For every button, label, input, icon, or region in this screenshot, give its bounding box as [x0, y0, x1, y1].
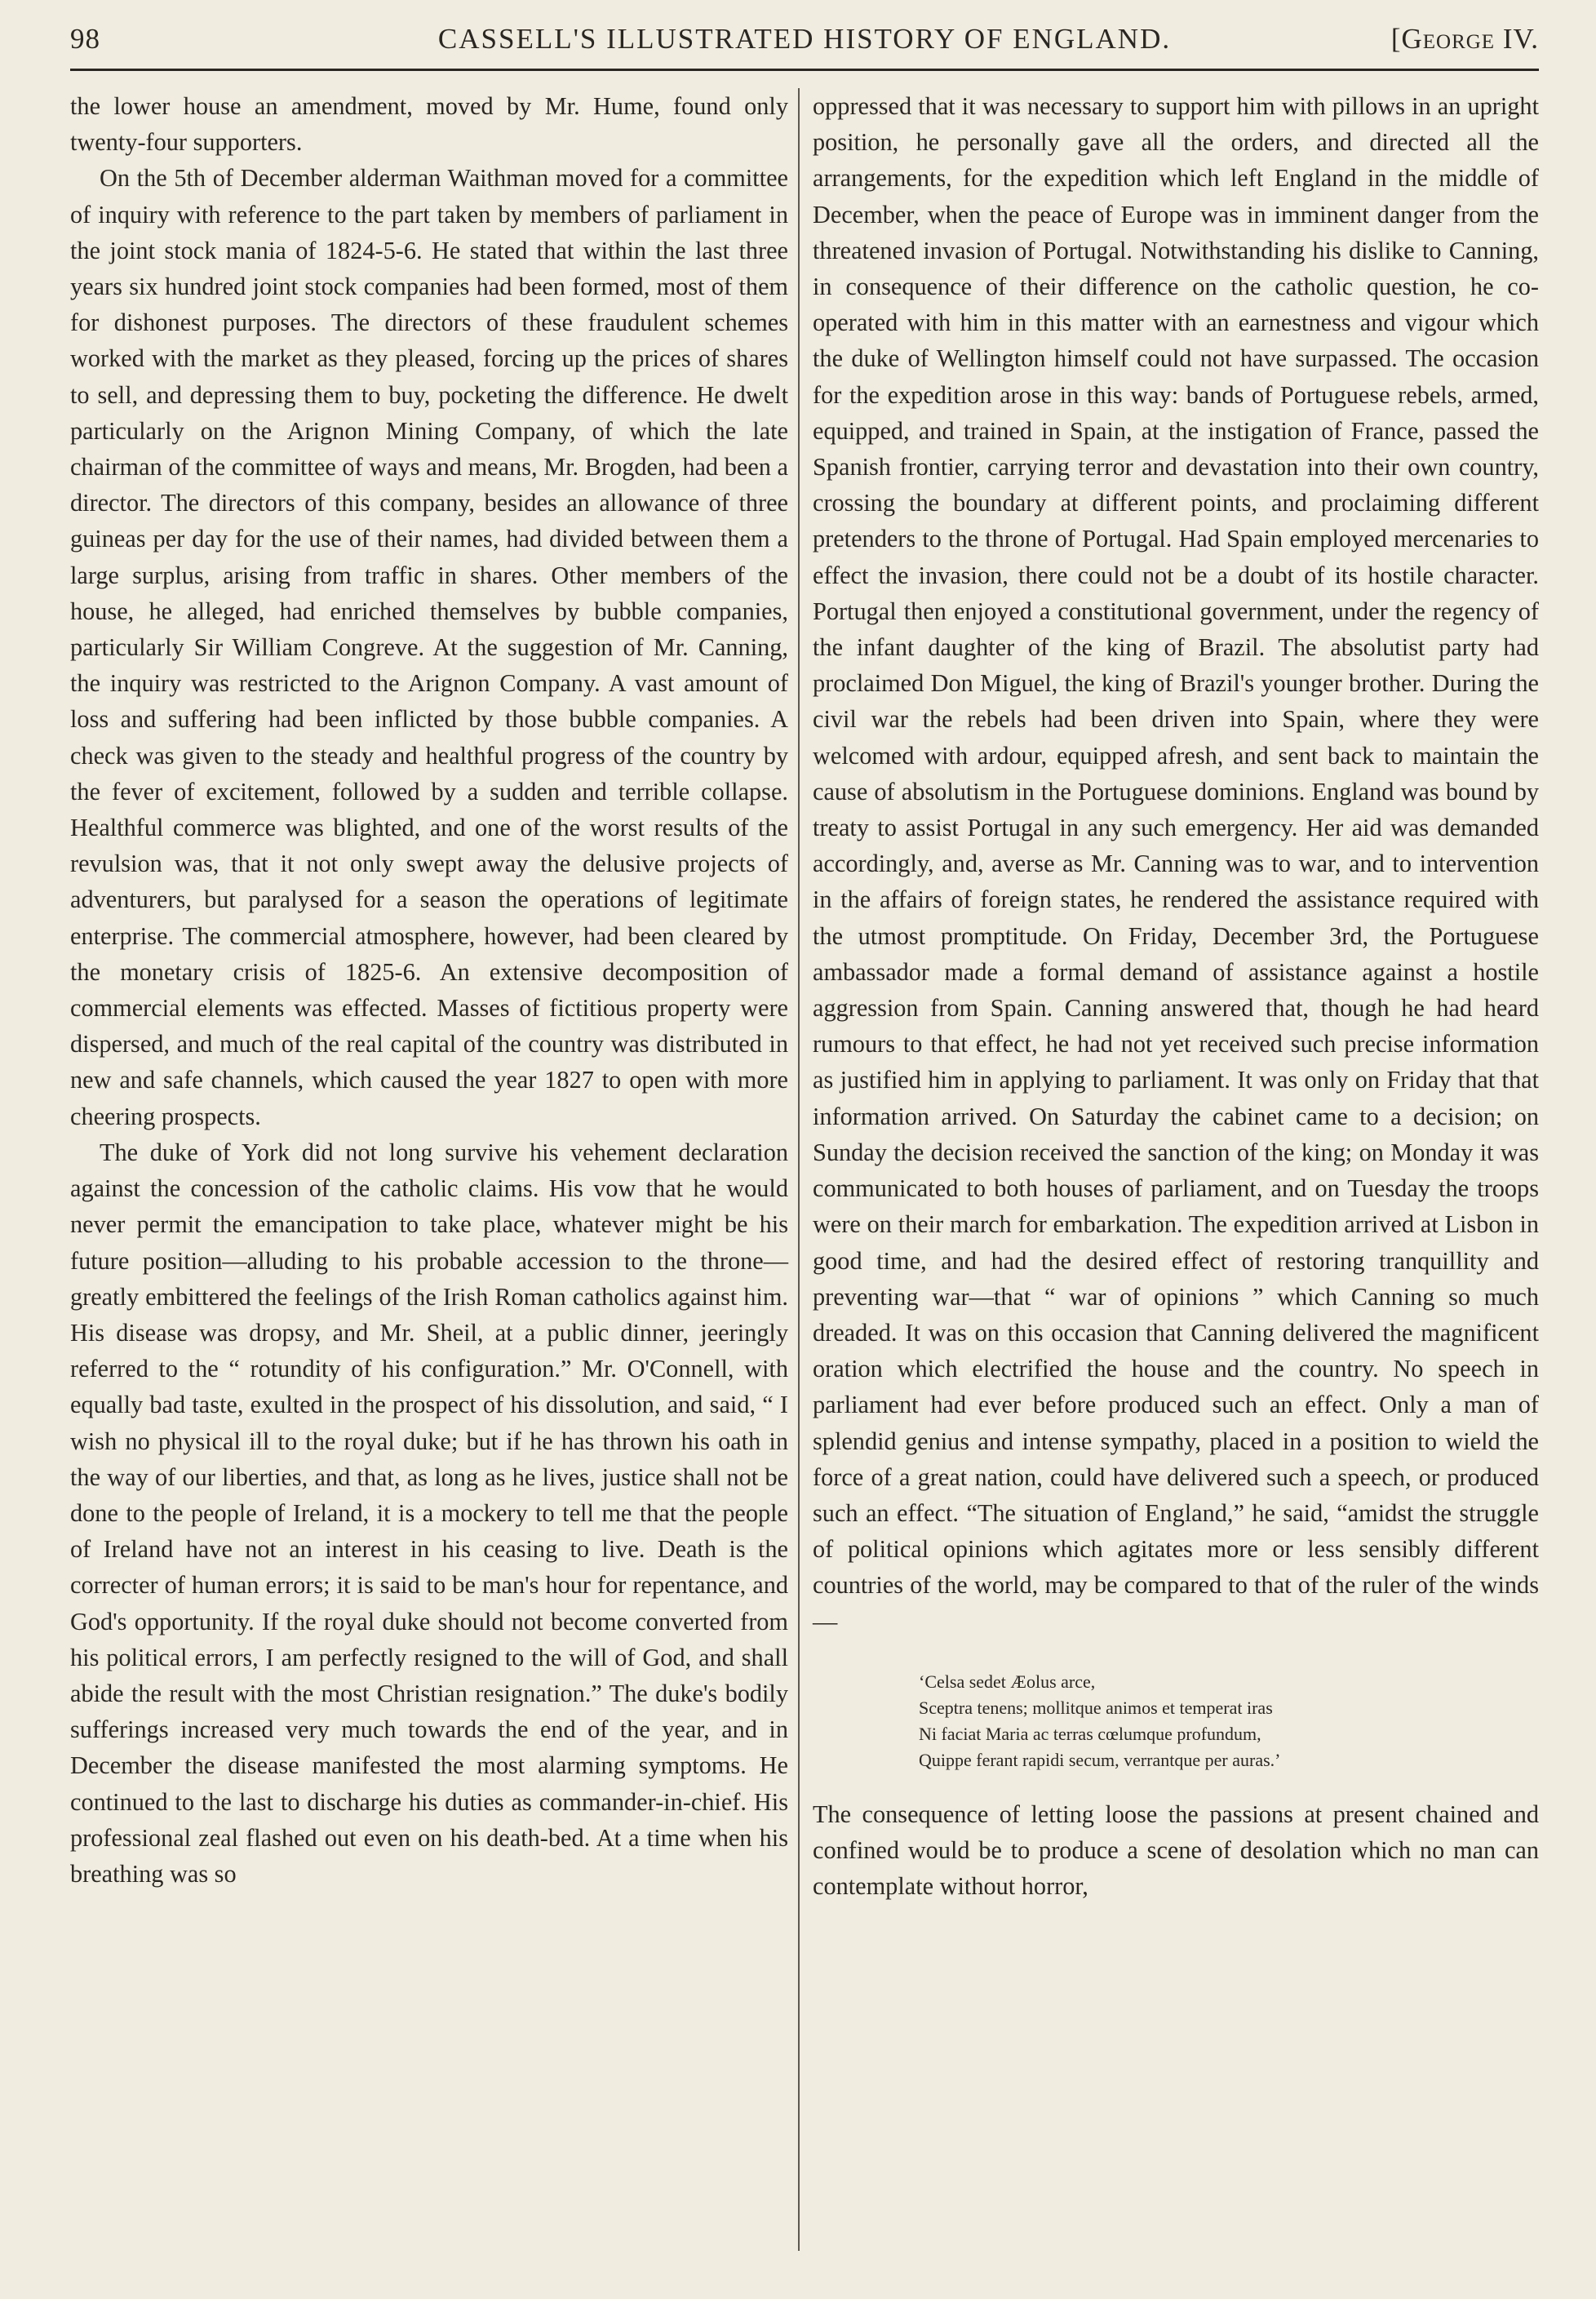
quote-line: Ni faciat Maria ac terras cœlumque profundum, [919, 1723, 1261, 1744]
right-column [813, 88, 1539, 1904]
running-title: CASSELL'S ILLUSTRATED HISTORY OF ENGLAND. [437, 23, 1172, 55]
section-label: [George IV. [1390, 23, 1539, 55]
paragraph: The consequence of letting loose the passions at present chained and confined would be to produce a scene of desolation which no man can contemplate without horror, [813, 1800, 1539, 1901]
quote-line: ‘Celsa sedet Æolus arce, [919, 1671, 1096, 1692]
left-column [70, 88, 788, 1892]
quote-line: Quippe ferant rapidi secum, verrantque per auras.’ [919, 1749, 1281, 1770]
column-divider [798, 88, 800, 2251]
paragraph: The duke of York did not long survive his vehement declaration against the concession of the catholic claims. His vow that he would never permit the emancipation to take place, whatever might be his future position—alluding to his probable accession to the throne—greatly embittered the feelings of the Irish Roman catholics against him. His disease was dropsy, and Mr. Sheil, at a public dinner, jeeringly referred to the “ rotundity of his configuration.” Mr. O'Connell, with equally bad taste, exulted in the prospect of his dissolution, and said, “ I wish no physical ill to the royal duke; but if he has thrown his oath in the way of our liberties, and that, as long as he lives, justice shall not be done to the people of Ireland, it is a mockery to tell me that the people of Ireland have not an interest in his ceasing to live. Death is the correcter of human errors; it is said to be man's hour for repentance, and God's opportunity. If the royal duke should not become converted from his political errors, I am perfectly resigned to the will of God, and shall abide the result with the most Christian resignation.” The duke's bodily sufferings increased very much towards the end of the year, and in December the disease manifested the most alarming symptoms. He continued to the last to discharge his duties as commander-in-chief. His professional zeal flashed out even on his death-bed. At a time when his breathing was so [70, 1138, 788, 1888]
page-number: 98 [70, 23, 100, 55]
quote-line: Sceptra tenens; mollitque animos et temperat iras [919, 1697, 1273, 1718]
page-header [70, 16, 1539, 65]
header-rule [70, 69, 1539, 71]
paragraph: On the 5th of December alderman Waithman moved for a committee of inquiry with reference to the part taken by members of parliament in the joint stock mania of 1824-5-6. He stated that within the last three years six hundred joint stock companies had been formed, most of them for dishonest purposes. The directors of these fraudulent schemes worked with the market as they pleased, forcing up the prices of shares to sell, and depressing them to buy, pocketing the difference. He dwelt particularly on the Arignon Mining Company, of which the late chairman of the committee of ways and means, Mr. Brogden, had been a director. The directors of this company, besides an allowance of three guineas per day for the use of their names, had divided between them a large surplus, arising from traffic in shares. Other members of the house, he alleged, had enriched themselves by bubble companies, particularly Sir William Congreve. At the suggestion of Mr. Canning, the inquiry was restricted to the Arignon Company. A vast amount of loss and suffering had been inflicted by those bubble companies. A check was given to the steady and healthful progress of the country by the fever of excitement, followed by a sudden and terrible collapse. Healthful commerce was blighted, and one of the worst results of the revulsion was, that it not only swept away the delusive projects of adventurers, but paralysed for a season the operations of legitimate enterprise. The commercial atmosphere, however, had been cleared by the monetary crisis of 1825-6. An extensive decomposition of commercial elements was effected. Masses of fictitious property were dispersed, and much of the real capital of the country was distributed in new and safe channels, which caused the year 1827 to open with more cheering prospects. [70, 164, 788, 1130]
paragraph: oppressed that it was necessary to support him with pillows in an upright position, he personally gave all the orders, and directed all the arrangements, for the expedition which left England in the middle of December, when the peace of Europe was in imminent danger from the threatened invasion of Portugal. Notwithstanding his dislike to Canning, in consequence of their difference on the catholic question, he co-operated with him in this matter with an earnestness and vigour which the duke of Wellington himself could not have surpassed. The occasion for the expedition arose in this way: bands of Portuguese rebels, armed, equipped, and trained in Spain, at the instigation of France, passed the Spanish frontier, carrying terror and devastation into their own country, crossing the boundary at different points, and proclaiming different pretenders to the throne of Portugal. Had Spain employed mercenaries to effect the invasion, there could not be a doubt of its hostile character. Portugal then enjoyed a constitutional government, under the regency of the infant daughter of the king of Brazil. The absolutist party had proclaimed Don Miguel, the king of Brazil's younger brother. During the civil war the rebels had been driven into Spain, where they were welcomed with ardour, equipped afresh, and sent back to maintain the cause of absolutism in the Portuguese dominions. England was bound by treaty to assist Portugal in any such emergency. Her aid was demanded accordingly, and, averse as Mr. Canning was to war, and to intervention in the affairs of foreign states, he rendered the assistance required with the utmost promptitude. On Friday, December 3rd, the Portuguese ambassador made a formal demand of assistance against a hostile aggression from Spain. Canning answered that, though he had heard rumours to that effect, he had not yet received such precise information as justified him in applying to parliament. It was only on Friday that that information arrived. On Saturday the cabinet came to a decision; on Sunday the decision received the sanction of the king; on Monday it was communicated to both houses of parliament, and on Tuesday the troops were on their march for embarkation. The expedition arrived at Lisbon in good time, and had the desired effect of restoring tranquillity and preventing war—that “ war of opinions ” which Canning so much dreaded. It was on this occasion that Canning delivered the magnificent oration which electrified the house and the country. No speech in parliament had ever before produced such an effect. Only a man of splendid genius and intense sympathy, placed in a position to wield the force of a great nation, could have delivered such a speech, or produced such an effect. “The situation of England,” he said, “amidst the struggle of political opinions which agitates more or less sensibly different countries of the world, may be compared to that of the ruler of the winds— [813, 92, 1539, 1635]
latin-quotation [813, 1669, 1539, 1773]
paragraph: the lower house an amendment, moved by Mr. Hume, found only twenty-four supporters. [70, 92, 788, 157]
